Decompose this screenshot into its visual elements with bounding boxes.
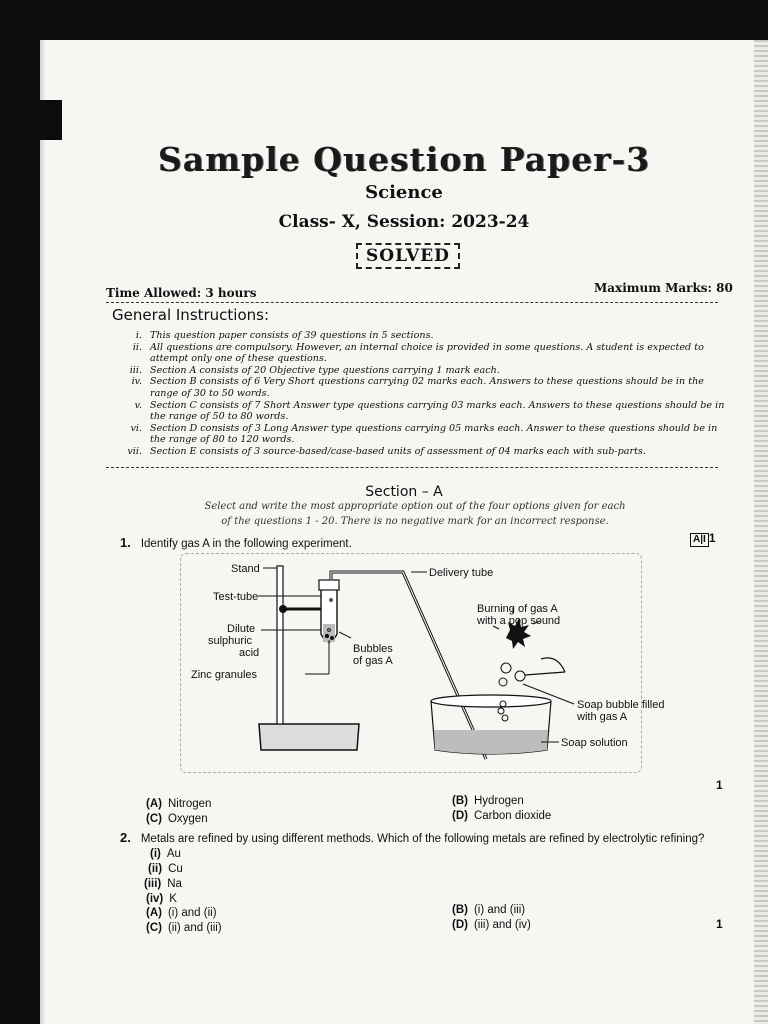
instruction-number: v. [134,399,142,411]
q1-option-b [452,795,524,807]
instruction-text: Section B consists of 6 Very Short questions carrying 02 marks each. Answers to these questions should be in the range of 30 to 50 words. [150,376,704,399]
question-number: 1. [120,535,131,550]
section-a-title: Section – A [365,484,443,500]
label-bubbles: Bubbles [353,643,393,655]
instruction-number: ii. [132,341,142,353]
option-label: (D) [452,919,468,931]
experiment-figure [180,553,665,773]
question-text: Metals are refined by using different methods. Which of the following metals are refined by electrolytic refining? [140,833,705,845]
label-acid: acid [239,647,260,659]
stand-rod [277,566,283,724]
option-text: Nitrogen [167,798,212,810]
question-1 [120,535,352,550]
maximum-marks: Maximum Marks: 80 [594,281,733,295]
label-dot [329,598,333,602]
option-label: (B) [452,795,468,807]
rising-bubble [499,678,507,686]
instruction-text: Section E consists of 3 source-based/case-based units of assessment of 04 marks each with sub-parts. [150,445,646,457]
binder-clip [40,100,62,140]
option-text: Oxygen [167,813,208,825]
instruction-item [106,423,726,446]
rising-bubble [501,663,511,673]
instructions-heading: General Instructions: [112,306,270,324]
solved-tag: SOLVED [356,243,460,269]
question-number: 2. [120,830,131,845]
label-delivery-tube: Delivery tube [429,567,494,579]
instruction-text: Section D consists of 3 Long Answer type questions carrying 05 marks each. Answer to these questions should be in the range of 80 to 120 words. [150,422,718,446]
option-label: (A) [146,907,162,919]
instruction-number: vii. [127,445,142,457]
instruction-number: iii. [129,364,142,376]
q1-option-a [146,798,211,810]
instruction-text: All questions are compulsory. However, an internal choice is provided in some questions. A student is expected to attempt only one of these questions. [150,341,704,365]
question-2 [120,830,760,845]
label-soap-solution: Soap solution [561,737,628,749]
option-text: (iii) and (iv) [473,919,531,931]
option-label: (D) [452,810,468,822]
item-text: Cu [168,863,183,875]
leader-line [339,632,351,638]
paper-title: Sample Question Paper-3 [157,140,651,179]
clamp-knob [279,605,287,613]
option-text: (i) and (iii) [473,904,526,916]
instruction-text: This question paper consists of 39 questions in 5 sections. [150,330,434,341]
divider-bottom [106,467,718,468]
q1-option-c [146,813,208,825]
instruction-item [106,330,726,342]
experiment-diagram [181,554,665,772]
ai-icon: A|I [690,533,709,547]
q2-option-b [452,904,525,916]
label-stand: Stand [231,563,260,575]
hand [541,658,565,672]
instruction-number: vi. [130,422,142,434]
instruction-number: iv. [131,376,142,388]
item-label: (ii) [148,863,163,875]
instruction-number: i. [135,330,142,341]
soap-bubble [498,708,504,714]
option-label: (B) [452,904,468,916]
paper-page [40,40,768,1024]
instruction-item [106,376,726,399]
label-of-gas-a: of gas A [353,655,393,667]
soap-bubble-gas [515,671,525,681]
item-label: (i) [150,848,161,860]
time-allowed: Time Allowed: 3 hours [106,286,257,300]
q2-option-d [452,919,531,931]
bubble-stick [525,672,565,675]
item-label: (iv) [146,893,164,905]
instruction-text: Section A consists of 20 Objective type questions carrying 1 mark each. [150,364,500,376]
divider-top [106,302,718,303]
instructions-list [106,330,726,458]
q2-item-i [150,848,181,860]
q2-item-ii [148,863,183,875]
label-soap-bubble: Soap bubble filled [577,699,665,711]
label-burning: Burning of gas A [477,603,558,615]
option-text: (ii) and (iii) [167,922,222,934]
item-text: Na [167,878,182,890]
option-text: (i) and (ii) [167,907,217,919]
item-text: K [169,893,177,905]
instruction-item [106,446,726,458]
section-a-description: Select and write the most appropriate option out of the four options given for each of the questions 1 - 20. There is no negative mark for an incorrect response. [204,501,626,527]
instruction-text: Section C consists of 7 Short Answer type questions carrying 03 marks each. Answers to these questions should be in the range of 50 to 80 words. [150,399,725,423]
option-label: (A) [146,798,162,810]
zinc-granule [330,636,334,640]
option-label: (C) [146,813,162,825]
option-label: (C) [146,922,162,934]
label-with-gas-a: with gas A [577,711,628,723]
cork [319,580,339,590]
item-text: Au [166,848,181,860]
label-zinc: Zinc granules [191,669,258,681]
q2-item-iv [146,893,177,905]
soap-bubble [502,715,508,721]
stand-base [259,724,359,750]
ai-badge-number: 1 [708,531,716,545]
option-text: Hydrogen [473,795,524,807]
q2-marks: 1 [716,917,723,931]
q2-item-iii [144,878,182,890]
label-test-tube: Test-tube [213,591,259,603]
zinc-granule [325,634,329,638]
q1-option-d [452,810,551,822]
q2-option-a [146,907,217,919]
instruction-item [106,400,726,423]
question-text: Identify gas A in the following experiment. [140,538,352,550]
instruction-item [106,342,726,365]
q2-option-c [146,922,222,934]
class-session: Class- X, Session: 2023-24 [278,212,530,232]
soap-solution-fill [434,730,548,754]
q1-marks: 1 [716,778,723,792]
option-text: Carbon dioxide [473,810,552,822]
ai-badge [690,531,716,547]
label-sulphuric: sulphuric [208,635,253,647]
instruction-item [106,365,726,377]
label-pop-sound: with a pop sound [477,615,561,627]
item-label: (iii) [144,878,162,890]
label-dilute: Dilute [227,623,256,635]
subject-title: Science [365,182,443,203]
trough-rim [431,695,551,707]
